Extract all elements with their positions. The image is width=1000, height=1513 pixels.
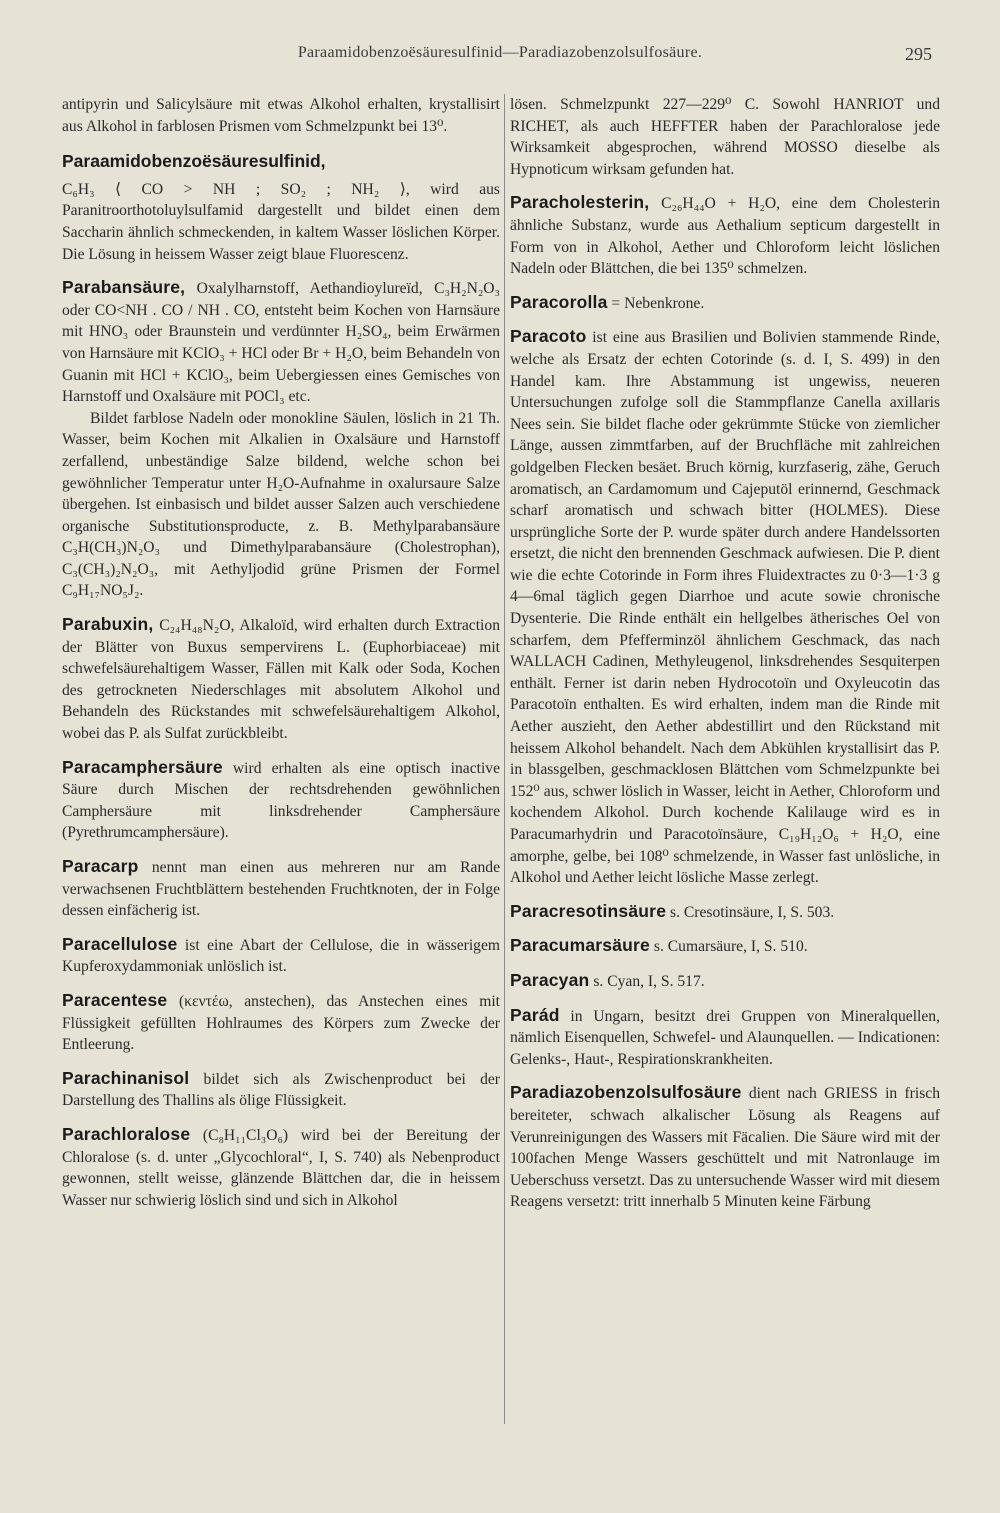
entry-paracarp [62,856,500,922]
entry-text: Bildet farblose Nadeln oder monokline Säulen, löslich in 21 Th. Wasser, beim Kochen mit Alkalien in Oxalsäure und Harnstoff zerfallend, unbeständige Salze bildend, welche schon bei gewöhnlicher Temperatur unter H₂O-Aufnahme in oxalursaure Salze übergehen. Ist einbasisch und bildet ausser Salzen auch verschiedene organische Substitutionsproducte, z. B. Methylparabansäure C₃H(CH₃)N₂O₃ und Dimethylparabansäure (Cholestrophan), C₃(CH₃)₂N₂O₃, mit Aethyljodid grüne Prismen der Formel C₉H₁₇NO₅J₂. [62,409,500,600]
entry-text: ist eine Abart der Cellulose, die in wässerigem Kupferoxydammoniak unlöslich ist. [62,936,500,976]
entry-parachinanisol [62,1068,500,1112]
entry-text: (C₈H₁₁Cl₃O₆) wird bei der Bereitung der Chloralose (s. d. unter „Glycochloral“, I, S. 740) als Nebenproduct gewonnen, stellt weisse, glänzende Blättchen dar, die in heissem Wasser nur schwierig löslich sind und sich in Alkohol [62,1126,500,1209]
entry-text: antipyrin und Salicylsäure mit etwas Alkohol erhalten, krystallisirt aus Alkohol in farblosen Prismen vom Schmelzpunkt bei 13⁰. [62,96,500,135]
entry-parad [510,1005,940,1071]
entry-text: wird erhalten als eine optisch inactive Säure durch Mischen der rechtsdrehenden gewöhnlichen Camphersäure mit linksdrehender Camphersäure (Pyrethrumcamphersäure). [62,759,500,842]
headword: Parabuxin, [62,614,154,635]
headword: Paracentese [62,989,168,1010]
headword: Paracyan [510,969,590,990]
entry-paracentese [62,990,500,1056]
entry-continuation [510,94,940,180]
entry-paracumarsaeure [510,935,940,958]
chemical-formula: C₆H₃ ⟨ CO > NH ; SO₂ ; NH₂ ⟩ [62,180,406,198]
entry-text: (κεντέω, anstechen), das Anstechen eines mit Flüssigkeit gefüllten Hohlraumes des Körpers zum Zwecke der Entleerung. [62,992,500,1054]
entry-continuation [62,94,500,137]
entry-parabuxin [62,614,500,745]
headword: Paracorolla [510,291,608,312]
entry-paracellulose [62,934,500,978]
headword: Paracholesterin, [510,192,650,213]
left-column [62,94,500,1474]
page-number: 295 [905,44,932,64]
headword: Paracarp [62,856,139,876]
column-divider [504,94,505,1424]
entry-paracholesterin [510,192,940,279]
entry-text: C₂₄H₄₈N₂O, Alkaloïd, wird erhalten durch Extraction der Blätter von Buxus sempervirens L. (Euphorbiaceae) mit schwefelsäurehaltigem Wasser, Fällen mit Kalk oder Soda, Kochen des getrockneten Niederschlages mit absolutem Alkohol und Behandeln des Rückstandes mit schwefelsäurehaltigem Alkohol, wobei das P. als Sulfat zurückbleibt. [62,617,500,743]
headword: Paracresotinsäure [510,900,667,921]
entry-text: s. Cyan, I, S. 517. [589,972,705,990]
entry-paracorolla [510,292,940,315]
section-title: Paraamidobenzoësäuresulfinid, [62,151,326,172]
headword: Paracellulose [62,933,178,954]
entry-text: , wird aus Paranitroorthotoluylsulfamid dargestellt und bildet einen dem Saccharin ähnlich schmeckenden, in kaltem Wasser löslichen Körper. Die Lösung in heissem Wasser zeigt blaue Fluorescenz. [62,180,500,263]
running-head: Paraamidobenzoësäuresulfinid—Paradiazobenzolsulfosäure. [297,44,703,61]
entry-parachloralose [62,1124,500,1211]
entry-paracoto [510,326,940,888]
entry-paraamidobenzoesaeuresulfinid [62,179,500,265]
entry-text: in Ungarn, besitzt drei Gruppen von Mineralquellen, nämlich Eisenquellen, Schwefel- und Alaunquellen. — Indicationen: Gelenks-, Haut-, Respirationskrankheiten. [510,1007,940,1068]
entry-paracamphersaeure [62,757,500,844]
entry-text: bildet sich als Zwischenproduct bei der Darstellung des Thallins als ölige Flüssigkeit. [62,1070,500,1110]
entry-text: C₂₆H₄₄O + H₂O, eine dem Cholesterin ähnliche Substanz, wurde aus Aethalium septicum dargestellt in Form von in Alkohol, Aether und Chloroform leicht löslichen Nadeln oder Blättchen, die bei 135⁰ schmelzen. [510,195,940,278]
headword: Paradiazobenzolsulfosäure [510,1082,742,1103]
entry-text: lösen. Schmelzpunkt 227—229⁰ C. Sowohl HANRIOT und RICHET, als auch HEFFTER haben der Parachloralose jede Wirksamkeit abgesprochen, während MOSSO dieselbe als Hypnoticum wirksam gefunden hat. [510,96,940,178]
entry-text: dient nach GRIESS in frisch bereiteter, schwach alkalischer Lösung als Reagens auf Verunreinigungen des Wassers mit Fäcalien. Die Säure wird mit der 100fachen Menge Wassers geschüttelt und mit Natronlauge im Ueberschuss versetzt. Das zu untersuchende Wasser wird mit diesem Reagens versetzt: tritt innerhalb 5 Minuten keine Färbung [510,1085,940,1211]
entry-text: ist eine aus Brasilien und Bolivien stammende Rinde, welche als Ersatz der echten Cotorinde (s. d. I, S. 499) in den Handel kam. Ihre Abstammung ist ungewiss, neueren Untersuchungen zufolge soll die Stammpflanze Canella axillaris Nees sein. Sie bildet flache oder gekrümmte Stücke von ziemlicher Länge, aussen zimmtfarben, auf der Bruchfläche mit zahlreichen goldgelben Flecken besäet. Bruch körnig, kurzfaserig, zähe, Geruch aromatisch, an Cardamomum und Cajeputöl erinnernd, Geschmack scharf aromatisch und schwach bitter (HOLMES). Diese ursprüngliche Sorte der P. wurde später durch andere Handelssorten ersetzt, die nicht den brennenden Geschmack aufwiesen. Die P. dient wie die echte Cotorinde in Form ihres Fluidextractes zu 0·3—1·3 g 4—6mal täglich gegen Diarrhoe und acute sowie chronische Dysenterie. Die Rinde enthält ein hellgelbes ätherisches Oel von scharfem, dem Pfefferminzöl ähnlichem Geschmack, das nach WALLACH Cadinen, Methyleugenol, linksdrehendes Sesquiterpen enthält. Ferner ist darin neben Hydrocotoïn und Oxyleucotin das Paracotoïn enthalten. Es wird erhalten, indem man die Rinde mit Aether auszieht, den Aether abdestillirt und den Rückstand mit heissem Alkohol behandelt. Nach dem Abkühlen krystallisirt das P. in blassgelben, geschmacklosen Blättchen vom Schmelzpunkte bei 152⁰ aus, schwer löslich in Wasser, leicht in Aether, Chloroform und kochendem Alkohol. Durch kochende Kalilauge wird es in Paracumarhydrin und Paracotoïnsäure, C₁₉H₁₂O₆ + H₂O, eine amorphe, gelbe, bei 108⁰ schmelzende, in Wasser fast unlösliche, in Alkohol und Aether leicht lösliche Masse zerlegt. [510,329,940,887]
headword: Parabansäure, [62,277,186,298]
right-column [510,94,940,1474]
entry-text: = Nebenkrone. [607,294,705,312]
entry-text: Oxalylharnstoff, Aethandioylureïd, C₃H₂N₂O₃ oder CO<NH . CO / NH . CO, entsteht beim Kochen von Harnsäure mit HNO₃ oder Braunstein und verdünnter H₂SO₄, beim Erwärmen von Harnsäure mit KClO₃ + HCl oder Br + H₂O, beim Behandeln von Guanin mit HCl + KClO₃, beim Uebergiessen eines Gemisches von Harnstoff und Oxalsäure mit POCl₃ etc. [62,280,500,406]
entry-text: s. Cresotinsäure, I, S. 503. [666,903,835,921]
entry-parabansaeure [62,277,500,602]
headword: Parád [510,1004,560,1025]
entry-paradiazobenzolsulfosaeure [510,1082,940,1213]
headword: Parachloralose [62,1123,191,1144]
headword: Paracoto [510,326,587,347]
entry-text: s. Cumarsäure, I, S. 510. [649,938,808,956]
entry-paracresotinsaeure [510,901,940,924]
headword: Paracumarsäure [510,935,650,956]
headword: Parachinanisol [62,1067,190,1088]
entry-paracyan [510,970,940,993]
entry-text: nennt man einen aus mehreren nur am Rande verwachsenen Fruchtblättern bestehenden Fruchtknoten, der in Folge dessen einfächerig ist. [62,859,500,920]
headword: Paracamphersäure [62,756,223,777]
